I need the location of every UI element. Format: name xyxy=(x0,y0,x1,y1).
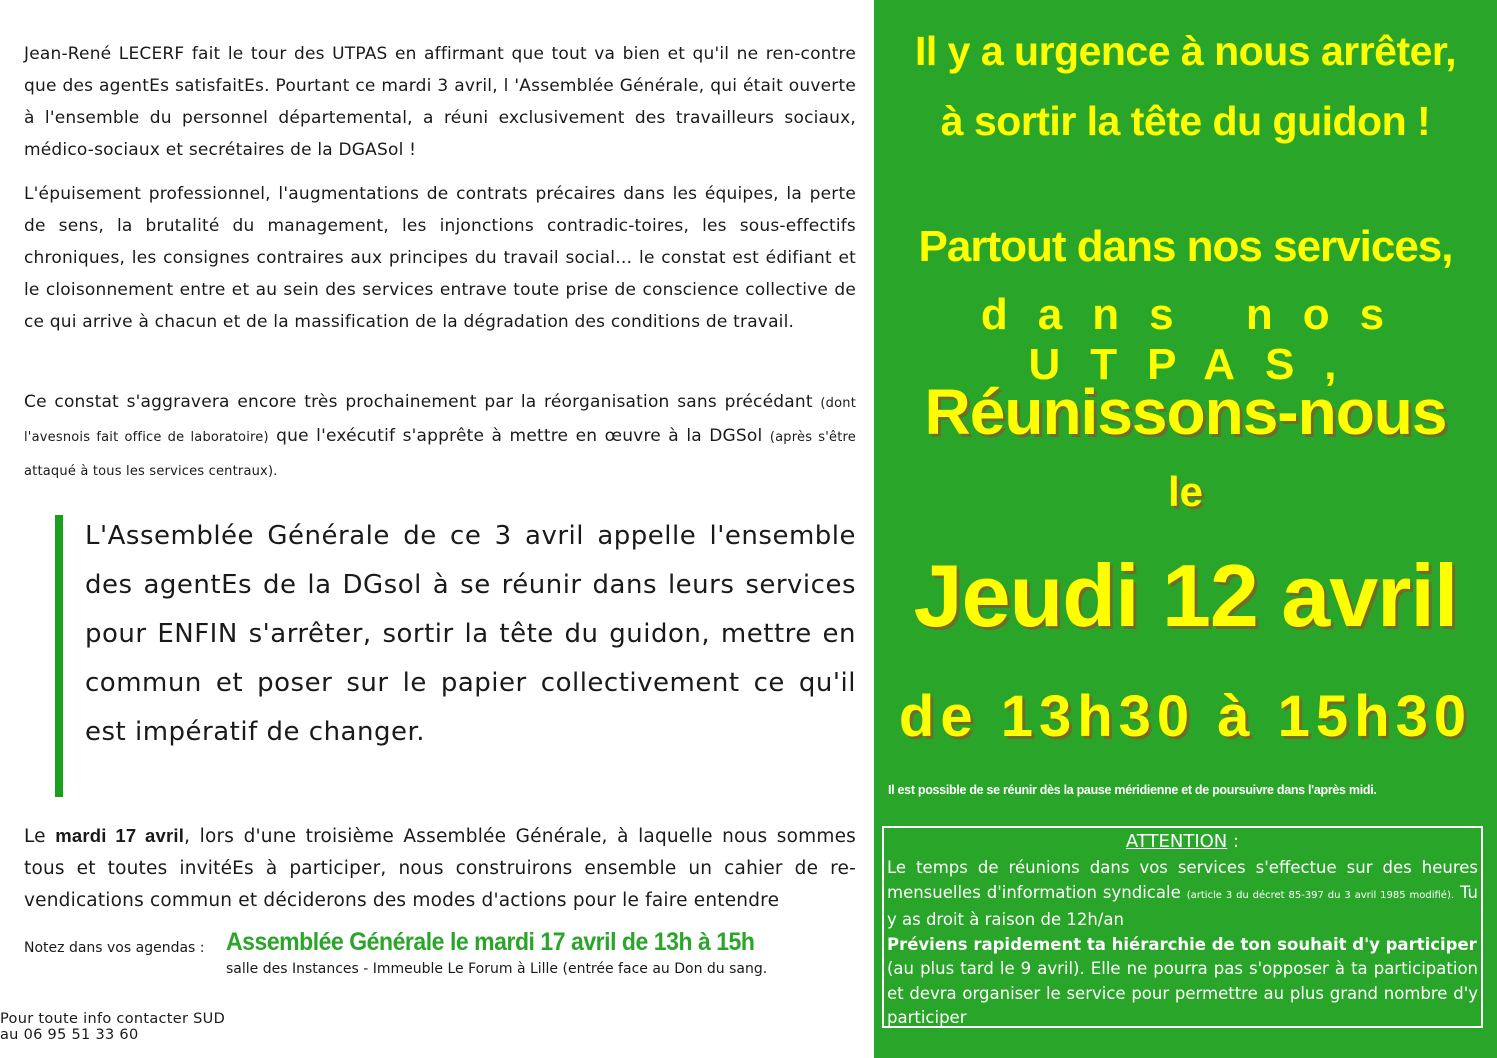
next-assembly-paragraph xyxy=(24,820,856,917)
reorganisation-note-2: (après s'être attaqué à tous les services centraux). xyxy=(24,430,857,479)
reunissons-headline: Réunissons-nous xyxy=(924,376,1447,448)
next-assembly-text-b: , lors d'une troisième Assemblée Générale, à laquelle nous sommes tous et toutes invitéEs à participer, nous construirons ensemble un cahier de re-vendications commun et déciderons des modes d'actions pour le faire entendre xyxy=(24,826,856,911)
reorganisation-text-a: Ce constat s'aggravera encore très prochainement par la réorganisation sans précédant xyxy=(24,392,813,412)
intro-paragraph: Jean-René LECERF fait le tour des UTPAS en affirmant que tout va bien et qu'il ne ren-contre que des agentEs satisfaitEs. Pourtant ce mardi 3 avril, l 'Assemblée Générale, qui était ouverte à l'ensemble du personnel départemental, a réuni exclusivement des travailleurs sociaux, médico-sociaux et secrétaires de la DGASol ! xyxy=(24,44,856,160)
next-assembly-date: mardi 17 avril xyxy=(55,825,185,846)
attention-legal-reference: (article 3 du décret 85-397 du 3 avril 1985 modifié). xyxy=(1186,889,1455,901)
agenda-label: Notez dans vos agendas : xyxy=(24,940,205,956)
reorganisation-paragraph xyxy=(24,386,856,488)
le-headline: le xyxy=(1167,468,1204,515)
contact-info: Pour toute info contacter SUD au 06 95 51 33 60 xyxy=(0,1011,226,1043)
agenda-event-title: Assemblée Générale le mardi 17 avril de 13h à 15h xyxy=(226,928,755,956)
right-panel xyxy=(874,0,1497,1058)
attention-text: Le temps de réunions dans vos services s'effectue sur des heures mensuelles d'information syndicale (article 3 du décret 85-397 du 3 avril 1985 modifié). Tu y as droit à raison de 12h/an xyxy=(887,858,1479,929)
partout-headline-line1: Partout dans nos services, xyxy=(918,222,1453,271)
date-headline: Jeudi 12 avril xyxy=(913,546,1458,645)
next-assembly-text-a: Le xyxy=(24,826,46,847)
assembly-call-quote: L'Assemblée Générale de ce 3 avril appelle l'ensemble des agentEs de la DGsol à se réunir dans leurs services pour ENFIN s'arrêter, sortir la tête du guidon, mettre en commun et poser sur le papier collectivement ce qu'il est impératif de changer. xyxy=(85,521,856,747)
lunch-break-note: Il est possible de se réunir dès la pause méridienne et de poursuivre dans l'après midi. xyxy=(888,783,1377,797)
attention-title: ATTENTION : xyxy=(1125,831,1240,852)
quote-accent-bar xyxy=(55,515,63,797)
reorganisation-note-1: (dont l'avesnois fait office de laboratoire) xyxy=(24,396,856,445)
attention-text-details: (au plus tard le 9 avril). Elle ne pourra pas s'opposer à ta participation et devra organiser le service pour permettre au plus grand nombre d'y participer xyxy=(887,959,1478,1027)
agenda-location: salle des Instances - Immeuble Le Forum à Lille (entrée face au Don du sang. xyxy=(226,961,768,977)
partout-headline-line2: dans nos UTPAS, xyxy=(980,290,1415,389)
reorganisation-text-b: que l'exécutif s'apprête à mettre en œuvre à la DGSol xyxy=(276,426,763,446)
constat-paragraph: L'épuisement professionnel, l'augmentations de contrats précaires dans les équipes, la perte de sens, la brutalité du management, les injonctions contradic-toires, les sous-effectifs chroniques, les consignes contraires aux principes du travail social… le constat est édifiant et le cloisonnement entre et au sein des services entrave toute prise de conscience collective de ce qui arrive à chacun et de la massification de la dégradation des conditions de travail. xyxy=(24,184,856,332)
urgence-headline-line2: à sortir la tête du guidon ! xyxy=(940,98,1431,144)
attention-box xyxy=(882,826,1483,1028)
time-headline: de 13h30 à 15h30 xyxy=(898,684,1473,749)
urgence-headline-line1: Il y a urgence à nous arrêter, xyxy=(914,28,1457,74)
attention-bold-instruction: Préviens rapidement ta hiérarchie de ton souhait d'y participer xyxy=(887,934,1477,954)
